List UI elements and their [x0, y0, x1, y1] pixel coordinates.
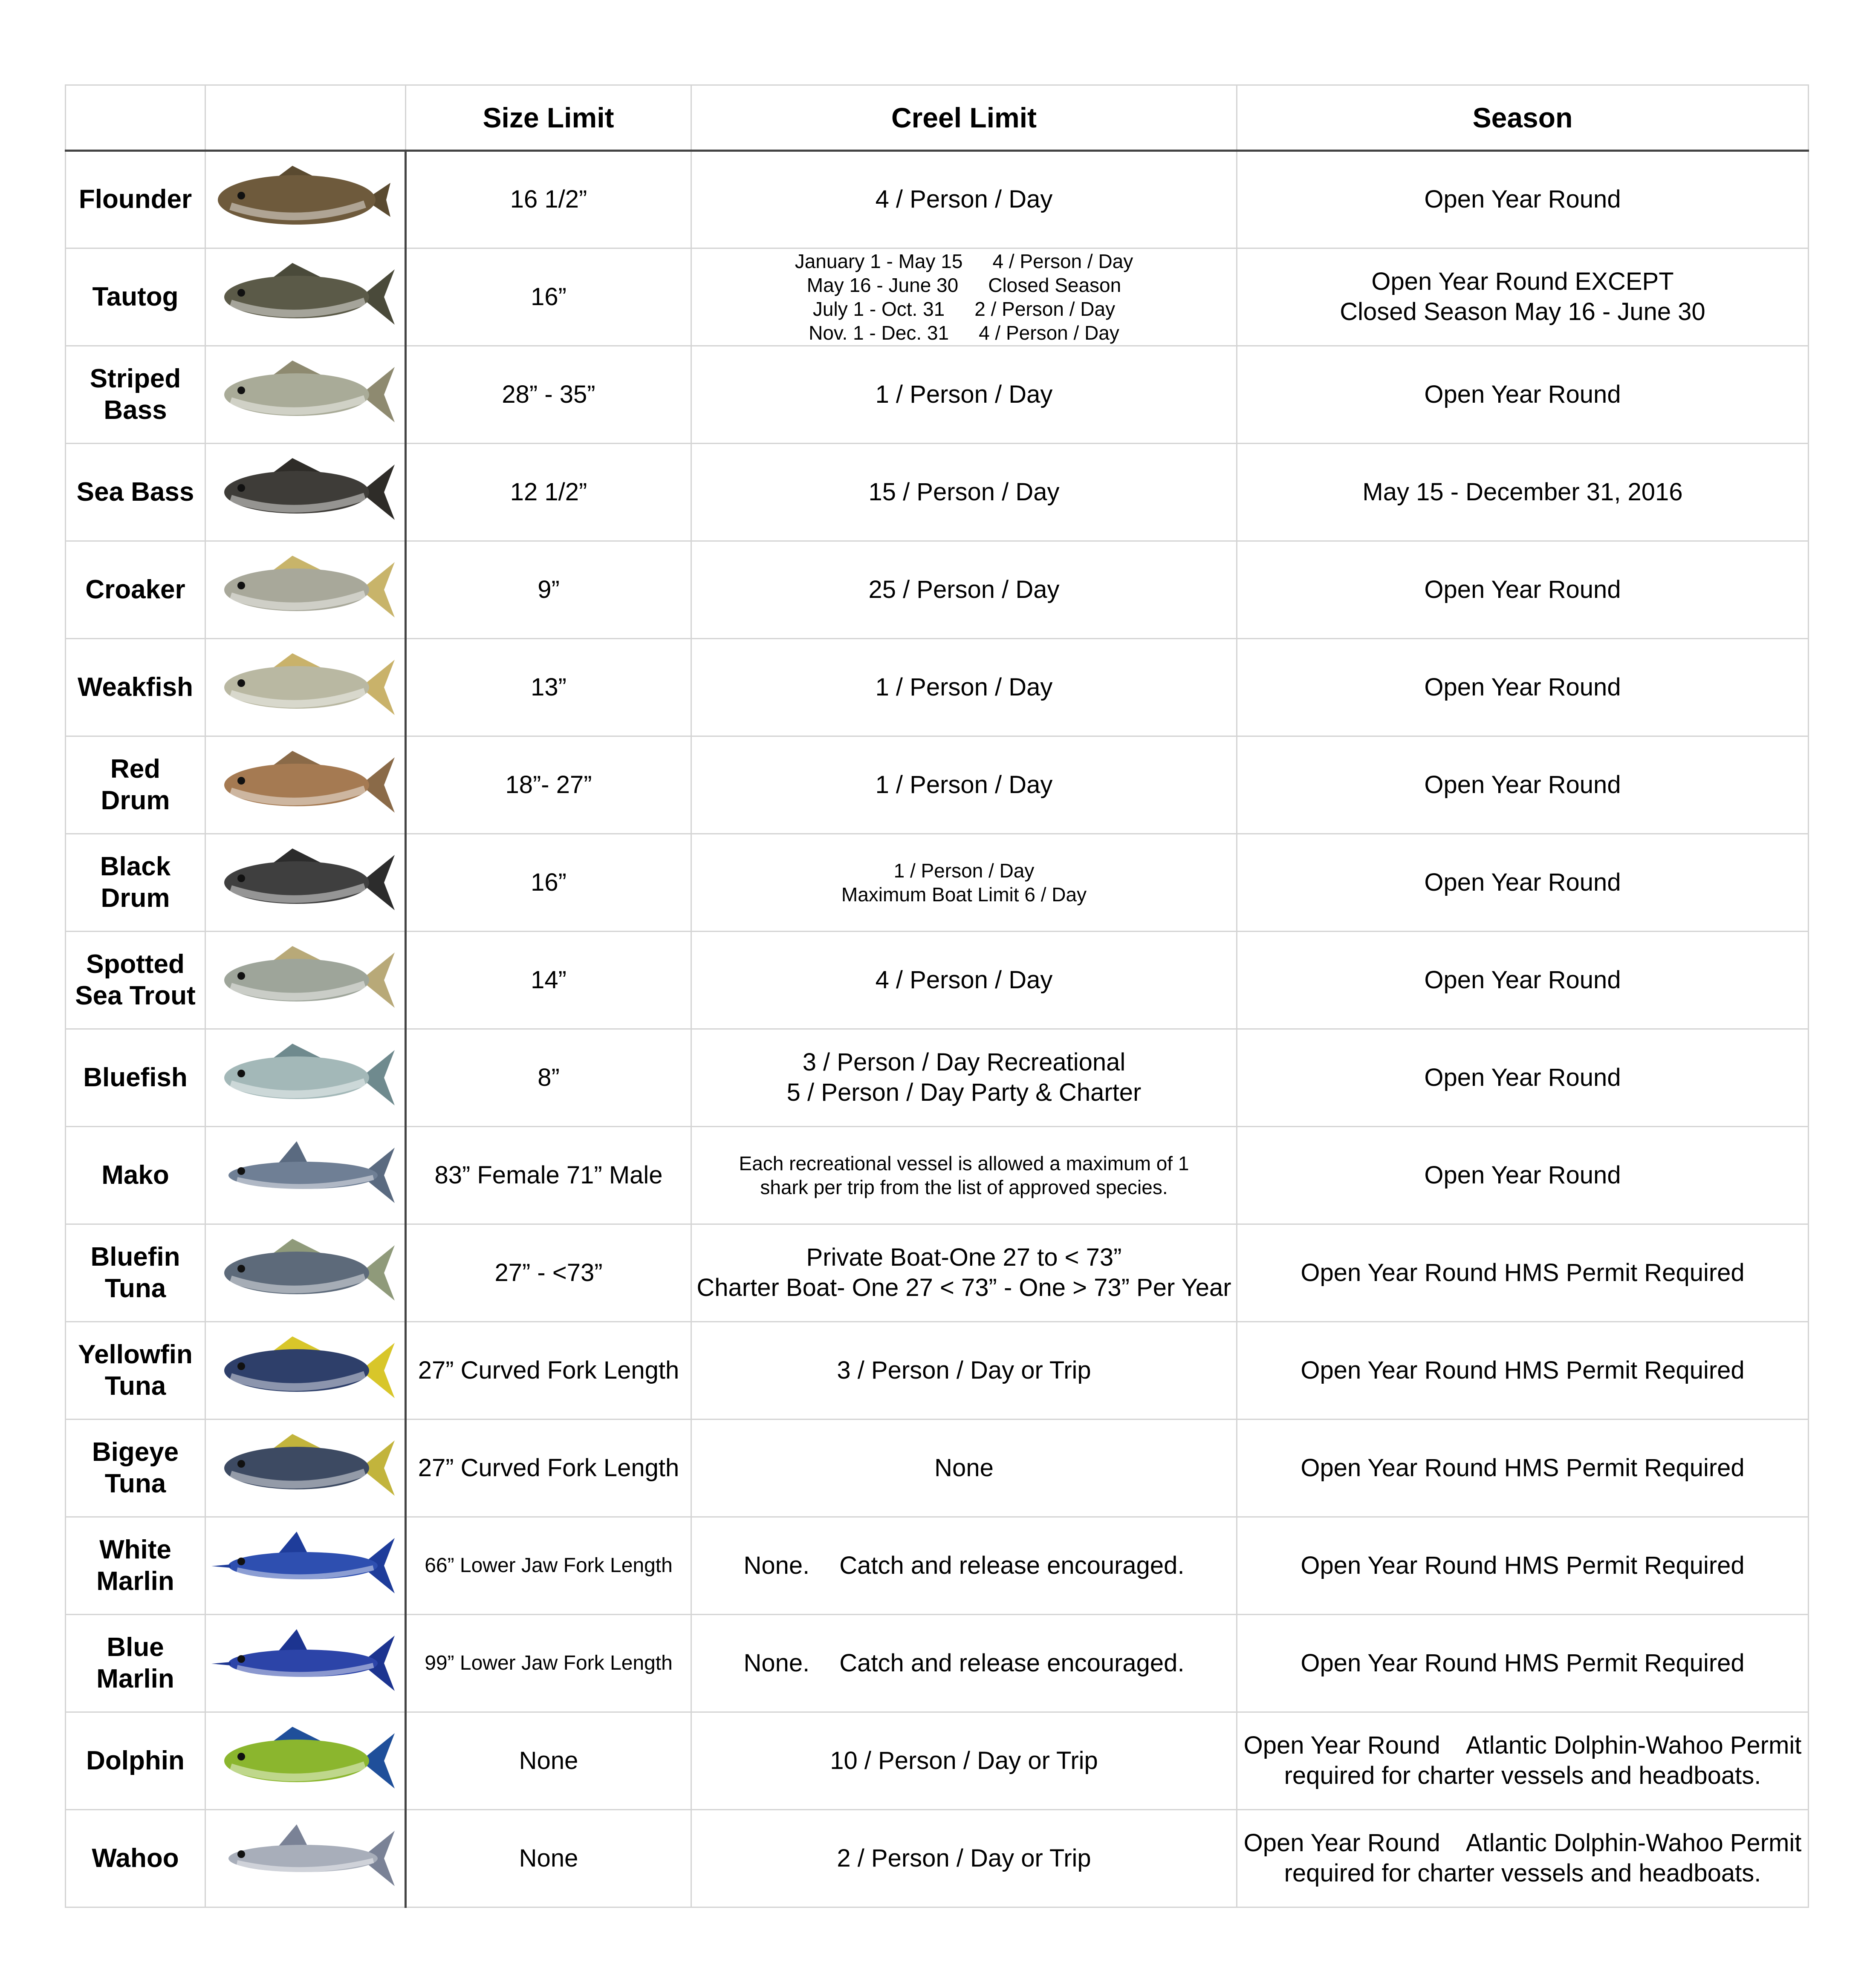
creel-dates: July 1 - Oct. 31 [812, 298, 945, 320]
sea-bass-icon [211, 452, 399, 533]
creel-limit [691, 1517, 1237, 1615]
fish-name: Flounder [66, 151, 205, 248]
creel-period-limit: Closed Season [988, 274, 1121, 296]
fish-name: White Marlin [66, 1517, 205, 1615]
creel-limit: 3 / Person / Day Recreational 5 / Person / Day Party & Charter [691, 1029, 1237, 1127]
season [1237, 1810, 1809, 1907]
red-drum-icon [211, 744, 399, 825]
table-row [66, 932, 1809, 1029]
size-limit: 8” [406, 1029, 691, 1127]
creel-limit: 15 / Person / Day [691, 444, 1237, 541]
fish-image-cell [205, 1517, 406, 1615]
mako-shark-icon [211, 1135, 399, 1216]
creel-limit: 1 / Person / Day Maximum Boat Limit 6 / Day [691, 834, 1237, 932]
fish-name: Yellowfin Tuna [66, 1322, 205, 1420]
fish-image-cell [205, 541, 406, 639]
fish-name: Striped Bass [66, 346, 205, 444]
size-limit: 83” Female 71” Male [406, 1127, 691, 1224]
size-limit: 12 1/2” [406, 444, 691, 541]
creel-limit: None [691, 1420, 1237, 1517]
fish-image-cell [205, 346, 406, 444]
tautog-icon [211, 257, 399, 338]
table-body [66, 151, 1809, 1907]
fish-image-cell [205, 1712, 406, 1810]
size-limit: None [406, 1712, 691, 1810]
table-row [66, 639, 1809, 736]
black-drum-icon [211, 842, 399, 923]
creel-period-limit: 4 / Person / Day [992, 250, 1133, 272]
table-row [66, 346, 1809, 444]
size-limit: 18”- 27” [406, 736, 691, 834]
season: Open Year Round [1237, 1127, 1809, 1224]
fish-image-cell [205, 932, 406, 1029]
fish-image-cell [205, 1127, 406, 1224]
creel-none: None. [743, 1551, 810, 1579]
fish-name: Dolphin [66, 1712, 205, 1810]
size-limit: 28” - 35” [406, 346, 691, 444]
creel-schedule-line [692, 321, 1236, 345]
header-creel-limit: Creel Limit [691, 85, 1237, 151]
creel-limit: 1 / Person / Day [691, 346, 1237, 444]
table-row [66, 444, 1809, 541]
creel-dates: Nov. 1 - Dec. 31 [809, 322, 949, 344]
creel-limit: 25 / Person / Day [691, 541, 1237, 639]
yellowfin-tuna-icon [211, 1330, 399, 1411]
creel-limit: 4 / Person / Day [691, 932, 1237, 1029]
season: Open Year Round [1237, 346, 1809, 444]
season-open: Open Year Round [1243, 1731, 1440, 1760]
fish-name: Bluefin Tuna [66, 1224, 205, 1322]
fish-image-cell [205, 1224, 406, 1322]
table-row [66, 1810, 1809, 1907]
creel-limit: Private Boat-One 27 to < 73” Charter Boat- One 27 < 73” - One > 73” Per Year [691, 1224, 1237, 1322]
season: Open Year Round [1237, 639, 1809, 736]
weakfish-icon [211, 647, 399, 728]
fish-image-cell [205, 1615, 406, 1712]
table-row [66, 1420, 1809, 1517]
season [1237, 1712, 1809, 1810]
table-row [66, 248, 1809, 346]
fish-name: Weakfish [66, 639, 205, 736]
fish-image-cell [205, 639, 406, 736]
season: Open Year Round [1237, 541, 1809, 639]
header-season: Season [1237, 85, 1809, 151]
size-limit: 16” [406, 834, 691, 932]
fish-image-cell [205, 736, 406, 834]
season-permit: Atlantic Dolphin-Wahoo Permit [1465, 1731, 1802, 1760]
creel-limit: 2 / Person / Day or Trip [691, 1810, 1237, 1907]
size-limit: 66” Lower Jaw Fork Length [406, 1517, 691, 1615]
season: Open Year Round EXCEPT Closed Season May 16 - June 30 [1237, 248, 1809, 346]
fish-name: Sea Bass [66, 444, 205, 541]
croaker-icon [211, 549, 399, 630]
size-limit: 14” [406, 932, 691, 1029]
creel-detail: Catch and release encouraged. [839, 1551, 1185, 1579]
season-open: Open Year Round [1243, 1829, 1440, 1857]
table-row [66, 151, 1809, 248]
striped-bass-icon [211, 354, 399, 435]
white-marlin-icon [211, 1525, 399, 1606]
fish-name: Blue Marlin [66, 1615, 205, 1712]
fish-name: Black Drum [66, 834, 205, 932]
season-line-1 [1237, 1731, 1808, 1761]
fish-name: Croaker [66, 541, 205, 639]
season: Open Year Round HMS Permit Required [1237, 1322, 1809, 1420]
header-row [66, 85, 1809, 151]
fish-name: Tautog [66, 248, 205, 346]
size-limit: 16 1/2” [406, 151, 691, 248]
size-limit: 99” Lower Jaw Fork Length [406, 1615, 691, 1712]
table-row [66, 1615, 1809, 1712]
table-row [66, 834, 1809, 932]
creel-limit [691, 248, 1237, 346]
table-row [66, 1712, 1809, 1810]
creel-none: None. [743, 1649, 810, 1677]
flounder-icon [211, 159, 399, 240]
creel-limit: 1 / Person / Day [691, 736, 1237, 834]
season: Open Year Round [1237, 736, 1809, 834]
creel-dates: May 16 - June 30 [806, 274, 959, 296]
season: May 15 - December 31, 2016 [1237, 444, 1809, 541]
fish-image-cell [205, 1810, 406, 1907]
season: Open Year Round HMS Permit Required [1237, 1615, 1809, 1712]
spotted-sea-trout-icon [211, 940, 399, 1021]
header-name [66, 85, 205, 151]
fish-name: Mako [66, 1127, 205, 1224]
season: Open Year Round [1237, 932, 1809, 1029]
season: Open Year Round HMS Permit Required [1237, 1517, 1809, 1615]
season-line-2: required for charter vessels and headboats. [1284, 1859, 1761, 1887]
creel-detail: Catch and release encouraged. [839, 1649, 1185, 1677]
season-line-1 [1237, 1828, 1808, 1858]
size-limit: None [406, 1810, 691, 1907]
season-permit: Atlantic Dolphin-Wahoo Permit [1465, 1829, 1802, 1857]
creel-dates: January 1 - May 15 [795, 250, 963, 272]
fish-name: Red Drum [66, 736, 205, 834]
season: Open Year Round HMS Permit Required [1237, 1224, 1809, 1322]
fish-name: Bigeye Tuna [66, 1420, 205, 1517]
header-size-limit: Size Limit [406, 85, 691, 151]
creel-limit: 4 / Person / Day [691, 151, 1237, 248]
fish-image-cell [205, 444, 406, 541]
table-row [66, 1322, 1809, 1420]
creel-schedule-line [692, 273, 1236, 297]
bluefish-icon [211, 1037, 399, 1118]
season: Open Year Round [1237, 834, 1809, 932]
fish-image-cell [205, 834, 406, 932]
blue-marlin-icon [211, 1623, 399, 1704]
season: Open Year Round HMS Permit Required [1237, 1420, 1809, 1517]
fish-name: Bluefish [66, 1029, 205, 1127]
size-limit: 9” [406, 541, 691, 639]
fish-image-cell [205, 1322, 406, 1420]
size-limit: 27” - <73” [406, 1224, 691, 1322]
size-limit: 16” [406, 248, 691, 346]
table-row [66, 541, 1809, 639]
creel-limit [691, 1615, 1237, 1712]
creel-schedule-line [692, 249, 1236, 273]
fish-name: Wahoo [66, 1810, 205, 1907]
table-row [66, 736, 1809, 834]
size-limit: 27” Curved Fork Length [406, 1420, 691, 1517]
bigeye-tuna-icon [211, 1428, 399, 1509]
fish-image-cell [205, 151, 406, 248]
table-row [66, 1029, 1809, 1127]
fish-image-cell [205, 1029, 406, 1127]
table-row [66, 1127, 1809, 1224]
season: Open Year Round [1237, 151, 1809, 248]
creel-period-limit: 2 / Person / Day [974, 298, 1116, 320]
creel-limit: 1 / Person / Day [691, 639, 1237, 736]
creel-period-limit: 4 / Person / Day [979, 322, 1119, 344]
fishing-regulations-table [65, 84, 1809, 1908]
bluefin-tuna-icon [211, 1232, 399, 1313]
creel-limit: Each recreational vessel is allowed a maximum of 1 shark per trip from the list of approved species. [691, 1127, 1237, 1224]
table-row [66, 1517, 1809, 1615]
size-limit: 27” Curved Fork Length [406, 1322, 691, 1420]
header-image [205, 85, 406, 151]
creel-schedule-line [692, 297, 1236, 321]
table-row [66, 1224, 1809, 1322]
fish-name: Spotted Sea Trout [66, 932, 205, 1029]
wahoo-icon [211, 1818, 399, 1899]
creel-limit: 10 / Person / Day or Trip [691, 1712, 1237, 1810]
creel-limit: 3 / Person / Day or Trip [691, 1322, 1237, 1420]
fish-image-cell [205, 1420, 406, 1517]
season: Open Year Round [1237, 1029, 1809, 1127]
dolphin-fish-icon [211, 1720, 399, 1801]
fish-image-cell [205, 248, 406, 346]
size-limit: 13” [406, 639, 691, 736]
season-line-2: required for charter vessels and headboats. [1284, 1762, 1761, 1789]
